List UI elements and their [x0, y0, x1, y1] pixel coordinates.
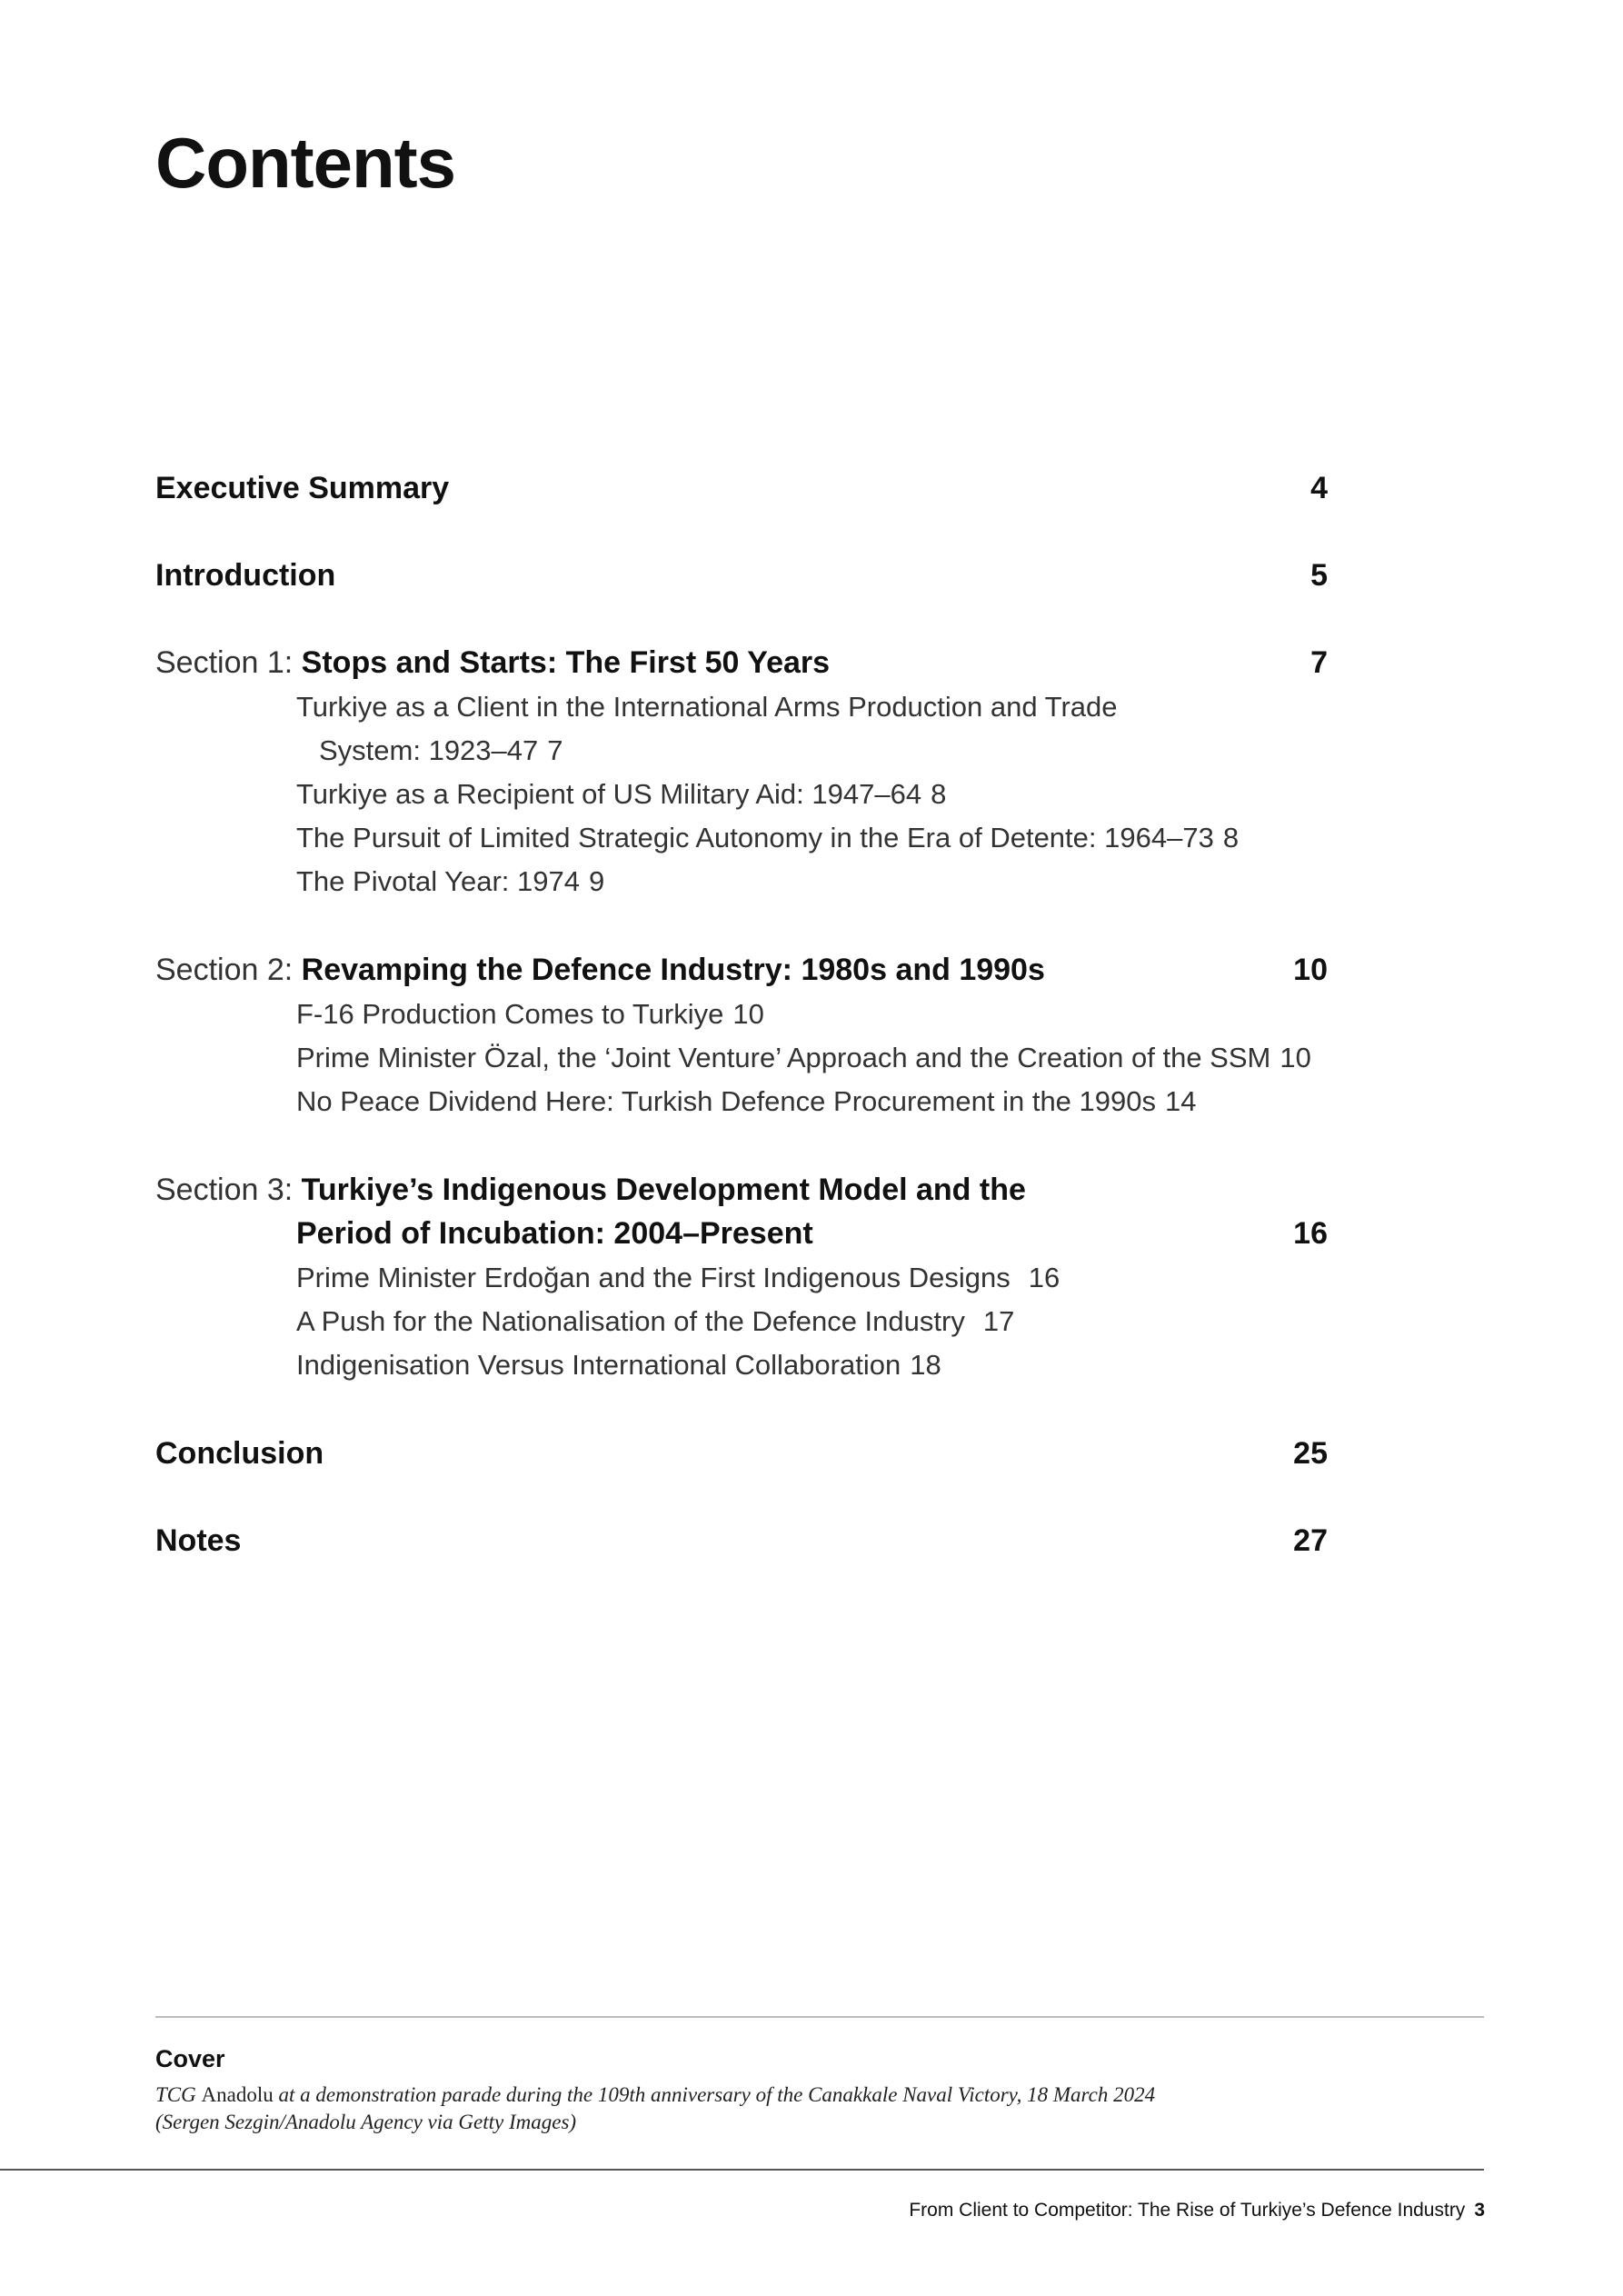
toc-entry-notes[interactable]: [155, 1521, 1328, 1561]
toc-subentry-title: A Push for the Nationalisation of the Defence Industry: [296, 1305, 965, 1337]
toc-entry-title: Notes: [155, 1523, 242, 1558]
cover-caption-line-1: [155, 2081, 1155, 2109]
toc-entry-section-3-continuation[interactable]: [155, 1213, 1328, 1253]
toc-subentry[interactable]: [296, 995, 764, 1033]
ship-name: Anadolu: [201, 2083, 274, 2106]
toc-subentry-title: System: 1923–47: [319, 734, 539, 766]
toc-entry-page: 25: [1293, 1436, 1328, 1471]
toc-entry-page: 4: [1310, 471, 1328, 505]
toc-subentry[interactable]: [296, 1083, 1196, 1121]
toc-entry-title: Turkiye’s Indigenous Development Model and the: [301, 1173, 1026, 1207]
toc-subentry-title: Turkiye as a Client in the International Arms Production and Trade: [296, 691, 1118, 723]
toc-subentry-page: 9: [588, 865, 605, 897]
toc-subentry-title: Turkiye as a Recipient of US Military Aid: 1947–64: [296, 778, 922, 810]
toc-entry-page: 27: [1293, 1523, 1328, 1558]
caption-text: at a demonstration parade during the 109th anniversary of the Canakkale Naval Victory, 18 March 2024: [278, 2083, 1156, 2106]
toc-subentry-title: No Peace Dividend Here: Turkish Defence Procurement in the 1990s: [296, 1085, 1156, 1117]
toc-subentry-page: 10: [732, 998, 764, 1030]
toc-subentry-page: 8: [1222, 822, 1240, 854]
toc-subentry-page: 17: [982, 1305, 1015, 1337]
toc-subentry-page: 7: [547, 734, 563, 766]
running-title: From Client to Competitor: The Rise of Turkiye’s Defence Industry: [909, 2200, 1466, 2221]
toc-entry-title: Executive Summary: [155, 471, 450, 505]
toc-entry-section-3[interactable]: [155, 1170, 1328, 1210]
toc-subentry[interactable]: [296, 863, 604, 901]
ship-prefix: TCG: [155, 2083, 196, 2106]
toc-entry-page: 10: [1293, 953, 1328, 987]
toc-subentry[interactable]: [296, 1303, 1014, 1341]
page-title: Contents: [155, 123, 455, 203]
toc-subentry[interactable]: [296, 819, 1239, 857]
page-footer: [909, 2200, 1485, 2221]
toc-entry-introduction[interactable]: [155, 555, 1328, 595]
toc-entry-section-1[interactable]: [155, 643, 1328, 683]
section-prefix: Section 3:: [155, 1173, 294, 1207]
toc-subentry-continuation[interactable]: [319, 732, 563, 770]
toc-entry-title: Stops and Starts: The First 50 Years: [301, 645, 831, 680]
cover-caption-line-2: (Sergen Sezgin/Anadolu Agency via Getty Images): [155, 2111, 577, 2133]
page-number: 3: [1474, 2200, 1485, 2221]
toc-entry-section-2[interactable]: [155, 950, 1328, 990]
toc-subentry[interactable]: [296, 1039, 1311, 1077]
toc-entry-title: Period of Incubation: 2004–Present: [296, 1216, 813, 1251]
toc-entry-conclusion[interactable]: [155, 1433, 1328, 1473]
toc-subentry[interactable]: [296, 1346, 941, 1384]
cover-caption: [155, 2081, 1155, 2136]
toc-subentry-title: The Pursuit of Limited Strategic Autonomy in the Era of Detente: 1964–73: [296, 822, 1214, 854]
toc-subentry[interactable]: [296, 688, 1118, 726]
toc-subentry-page: 16: [1028, 1262, 1060, 1293]
toc-entry-title: Conclusion: [155, 1436, 324, 1471]
toc-entry-title: Introduction: [155, 558, 336, 593]
toc-subentry-page: 14: [1165, 1085, 1197, 1117]
toc-subentry[interactable]: [296, 775, 946, 814]
toc-subentry-title: Prime Minister Özal, the ‘Joint Venture’ Approach and the Creation of the SSM: [296, 1042, 1271, 1073]
section-prefix: Section 1:: [155, 645, 294, 680]
toc-subentry-title: The Pivotal Year: 1974: [296, 865, 580, 897]
section-prefix: Section 2:: [155, 953, 294, 987]
toc-subentry-page: 18: [910, 1349, 941, 1381]
toc-entry-page: 5: [1310, 558, 1328, 593]
toc-entry-title: Revamping the Defence Industry: 1980s and 1990s: [301, 953, 1045, 987]
footer-divider: [0, 2169, 1484, 2171]
toc-subentry-title: F-16 Production Comes to Turkiye: [296, 998, 724, 1030]
toc-subentry-page: 8: [931, 778, 947, 810]
toc-entry-executive-summary[interactable]: [155, 468, 1328, 508]
toc-subentry-page: 10: [1279, 1042, 1311, 1073]
toc-subentry[interactable]: [296, 1259, 1060, 1297]
cover-label: Cover: [155, 2045, 225, 2072]
toc-subentry-title: Indigenisation Versus International Collaboration: [296, 1349, 901, 1381]
toc-subentry-title: Prime Minister Erdoğan and the First Indigenous Designs: [296, 1262, 1011, 1293]
cover-divider: [155, 2016, 1484, 2018]
toc-entry-page: 16: [1293, 1216, 1328, 1251]
toc-entry-page: 7: [1310, 645, 1328, 680]
